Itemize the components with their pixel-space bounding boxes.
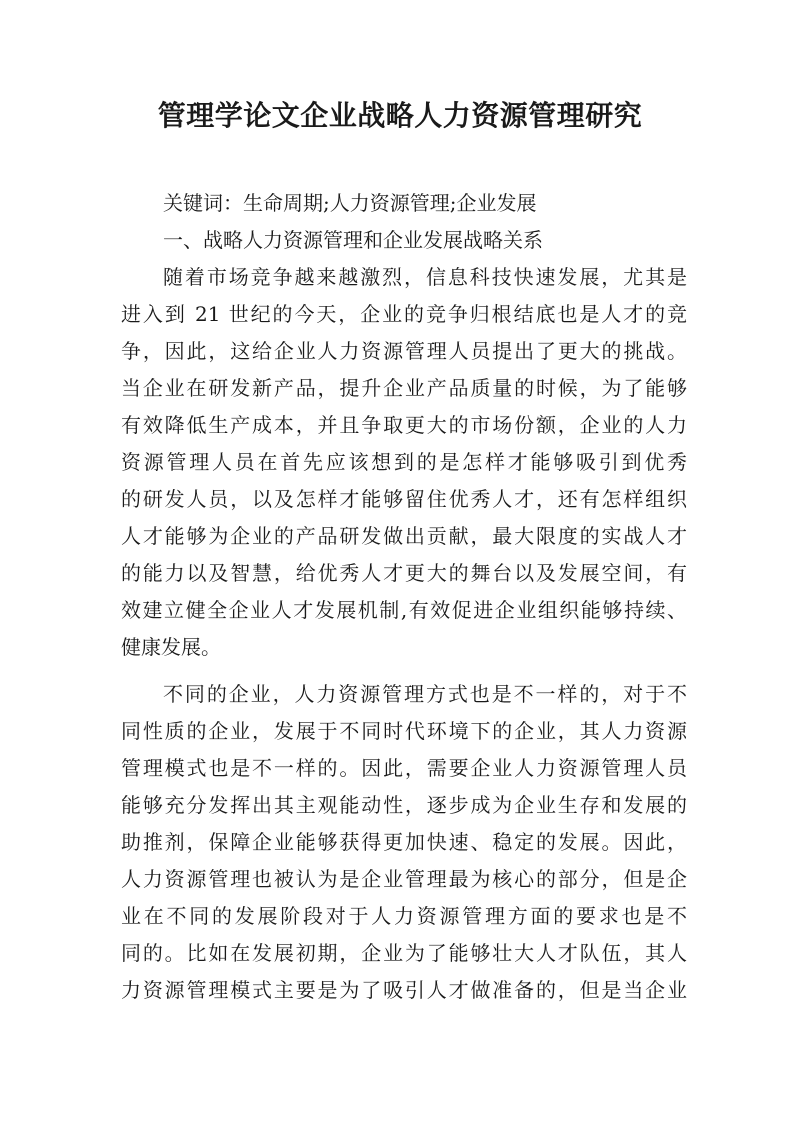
paragraph-line: 能够充分发挥出其主观能动性，逐步成为企业生存和发展的	[121, 793, 687, 817]
paragraph-line: 同的。比如在发展初期，企业为了能够壮大人才队伍，其人	[121, 941, 687, 965]
keywords-line: 关键词：生命周期;人力资源管理;企业发展	[163, 191, 537, 215]
paragraph-line: 同性质的企业，发展于不同时代环境下的企业，其人力资源	[121, 719, 687, 743]
document-title: 管理学论文企业战略人力资源管理研究	[157, 99, 643, 132]
paragraph-line: 人才能够为企业的产品研发做出贡献，最大限度的实战人才	[121, 524, 687, 548]
paragraph-line: 管理模式也是不一样的。因此，需要企业人力资源管理人员	[121, 756, 687, 780]
paragraph-2	[121, 676, 687, 1009]
paragraph-line: 健康发展。	[121, 635, 221, 659]
document-body	[121, 185, 687, 1009]
paragraph-line: 力资源管理模式主要是为了吸引人才做准备的，但是当企业	[121, 978, 687, 1002]
paragraph-line: 资源管理人员在首先应该想到的是怎样才能够吸引到优秀	[121, 450, 687, 474]
paragraph-line: 业在不同的发展阶段对于人力资源管理方面的要求也是不	[121, 904, 687, 928]
section-heading: 一、战略人力资源管理和企业发展战略关系	[163, 228, 543, 252]
paragraph-line: 的能力以及智慧，给优秀人才更大的舞台以及发展空间，有	[121, 561, 687, 585]
paragraph-line: 有效降低生产成本，并且争取更大的市场份额，企业的人力	[121, 413, 687, 437]
paragraph-gap	[121, 666, 687, 676]
paragraph-line: 助推剂，保障企业能够获得更加快速、稳定的发展。因此，	[121, 830, 687, 854]
paragraph-1	[121, 259, 687, 666]
paragraph-line: 效建立健全企业人才发展机制,有效促进企业组织能够持续、	[121, 598, 687, 622]
paragraph-line: 不同的企业，人力资源管理方式也是不一样的，对于不	[163, 682, 687, 706]
paragraph-line: 当企业在研发新产品，提升企业产品质量的时候，为了能够	[121, 376, 687, 400]
paragraph-line: 人力资源管理也被认为是企业管理最为核心的部分，但是企	[121, 867, 687, 891]
paragraph-line: 进入到 21 世纪的今天，企业的竞争归根结底也是人才的竞	[121, 302, 687, 326]
paragraph-line: 随着市场竞争越来越激烈，信息科技快速发展，尤其是	[163, 265, 687, 289]
paragraph-line: 的研发人员，以及怎样才能够留住优秀人才，还有怎样组织	[121, 487, 687, 511]
paragraph-line: 争，因此，这给企业人力资源管理人员提出了更大的挑战。	[121, 339, 687, 363]
